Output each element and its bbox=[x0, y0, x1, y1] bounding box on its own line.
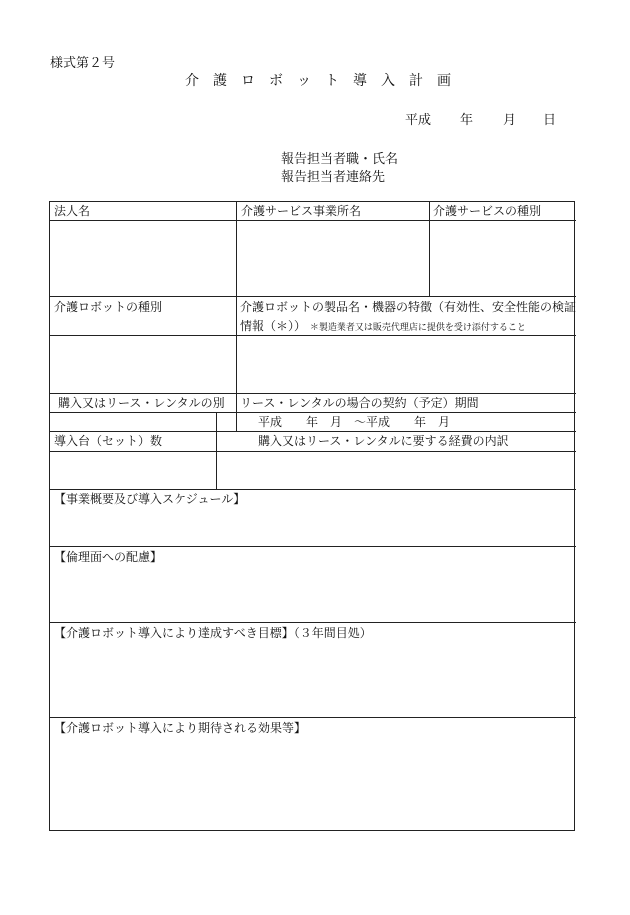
section-goals-label: 【介護ロボット導入により達成すべき目標】（３年間目処） bbox=[54, 626, 372, 640]
cost-breakdown-label: 購入又はリース・レンタルに要する経費の内訳 bbox=[258, 434, 509, 448]
date-era: 平成 bbox=[405, 113, 432, 128]
date-year: 年 bbox=[460, 113, 474, 128]
purchase-or-lease-label: 購入又はリース・レンタルの別 bbox=[58, 396, 225, 410]
section-ethics-label: 【倫理面への配慮】 bbox=[54, 550, 163, 564]
service-type-label: 介護サービスの種別 bbox=[433, 204, 542, 218]
robot-product-label-cont bbox=[240, 318, 526, 336]
page-title: 介護ロボット導入計画 bbox=[185, 73, 465, 89]
reporter-name-label: 報告担当者職・氏名 bbox=[281, 152, 399, 167]
lease-period-row: 平成 年 月 ～平成 年 月 bbox=[258, 415, 451, 429]
reporter-contact-label: 報告担当者連絡先 bbox=[281, 170, 386, 185]
corp-name-label: 法人名 bbox=[54, 204, 91, 218]
units-label: 導入台（セット）数 bbox=[54, 434, 163, 448]
section-overview-label: 【事業概要及び導入スケジュール】 bbox=[54, 492, 246, 506]
lease-period-label: リース・レンタルの場合の契約（予定）期間 bbox=[240, 396, 479, 410]
section-effects-label: 【介護ロボット導入により期待される効果等】 bbox=[54, 721, 307, 735]
date-day: 日 bbox=[543, 113, 557, 128]
robot-product-note: ＊製造業者又は販売代理店に提供を受け添付すること bbox=[309, 323, 526, 333]
robot-product-label-line2: 情報（＊）） bbox=[240, 319, 307, 333]
plan-form-table bbox=[49, 201, 575, 831]
office-name-label: 介護サービス事業所名 bbox=[241, 204, 362, 218]
date-month: 月 bbox=[503, 113, 517, 128]
robot-type-label: 介護ロボットの種別 bbox=[54, 300, 163, 314]
robot-product-label: 介護ロボットの製品名・機器の特徴（有効性、安全性能の検証 bbox=[240, 300, 577, 314]
form-number: 様式第２号 bbox=[50, 56, 116, 71]
date-row bbox=[405, 109, 556, 128]
